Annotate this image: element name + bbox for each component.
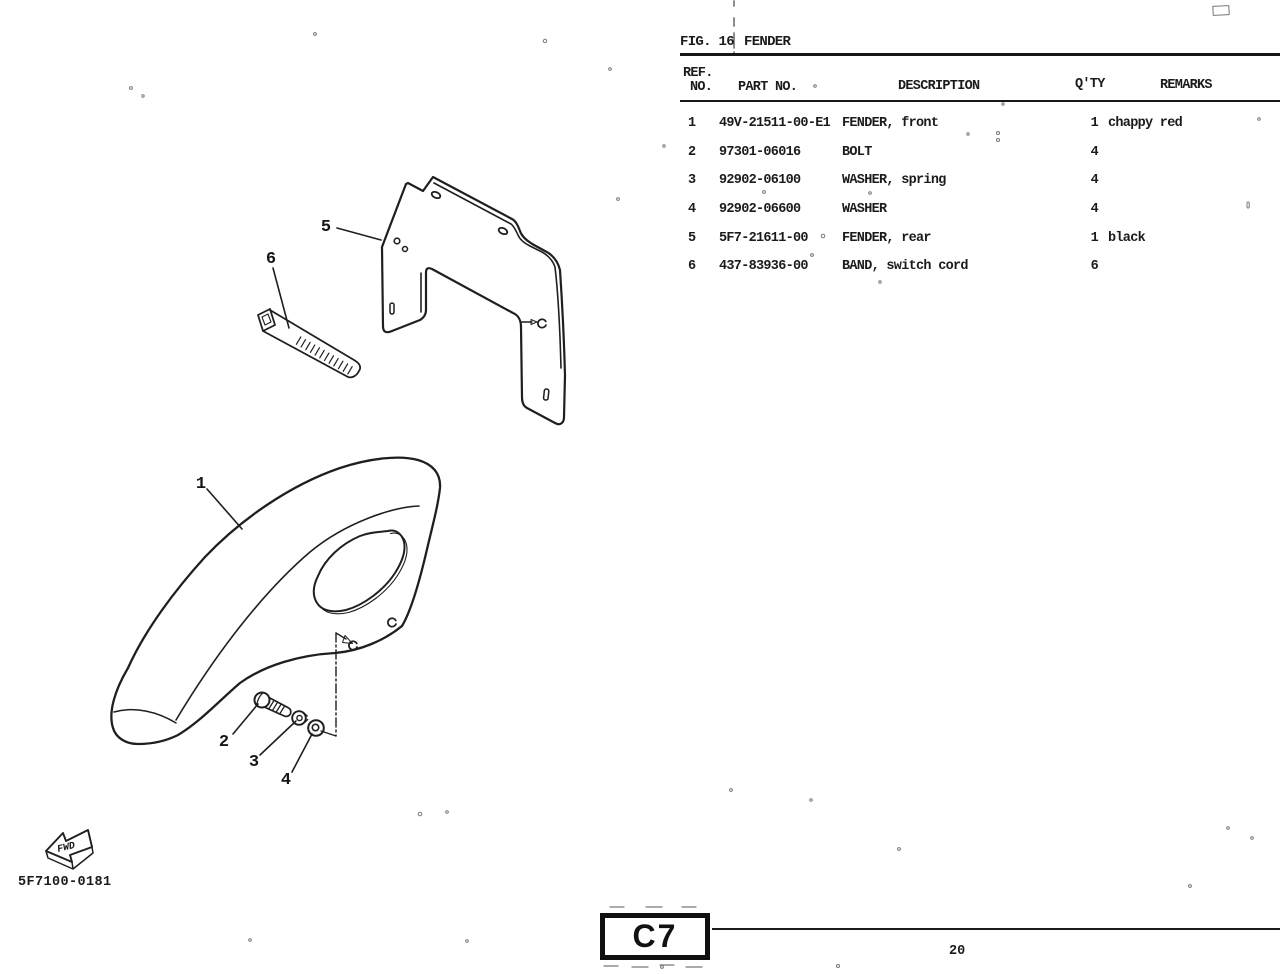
header-remarks: REMARKS bbox=[1160, 78, 1212, 93]
cell-description: BAND, switch cord bbox=[842, 259, 968, 274]
page-number: 20 bbox=[949, 944, 966, 959]
cell-part-no: 49V-21511-00-E1 bbox=[719, 116, 831, 131]
fender-front-cutout bbox=[314, 531, 405, 612]
drawing-number: 5F7100-0181 bbox=[18, 875, 112, 890]
section-code: C7 bbox=[632, 918, 678, 954]
cell-description: BOLT bbox=[842, 145, 872, 160]
header-description: DESCRIPTION bbox=[898, 79, 980, 94]
cell-ref-no: 1 bbox=[688, 116, 696, 131]
callout-6: 6 bbox=[265, 250, 277, 269]
cell-description: WASHER bbox=[842, 202, 887, 217]
header-ref: REF. bbox=[683, 66, 713, 81]
cell-part-no: 92902-06600 bbox=[719, 202, 801, 217]
table-header-rule bbox=[680, 100, 1280, 102]
fender-rear-outline bbox=[382, 177, 565, 424]
figure-label: FIG. 16 bbox=[680, 34, 734, 50]
fender-rear-hole bbox=[538, 319, 546, 327]
parts-table bbox=[680, 28, 1280, 288]
cell-qty: 4 bbox=[1090, 145, 1098, 160]
cell-description: WASHER, spring bbox=[842, 173, 946, 188]
table-row bbox=[680, 173, 1280, 191]
band-part bbox=[258, 309, 360, 377]
cell-part-no: 437-83936-00 bbox=[719, 259, 808, 274]
callout-5: 5 bbox=[320, 218, 332, 237]
header-qty: Q'TY bbox=[1075, 77, 1105, 92]
fender-rear-hole bbox=[403, 247, 408, 252]
cell-description: FENDER, rear bbox=[842, 231, 931, 246]
fender-front-tip-fold bbox=[114, 710, 176, 723]
cell-ref-no: 2 bbox=[688, 145, 696, 160]
cell-remarks: chappy red bbox=[1108, 116, 1183, 131]
header-part-no: PART NO. bbox=[738, 80, 798, 95]
table-row bbox=[680, 116, 1280, 134]
cell-description: FENDER, front bbox=[842, 116, 939, 131]
fender-rear-hole bbox=[498, 227, 508, 236]
fender-rear-part bbox=[382, 177, 565, 424]
table-top-rule bbox=[680, 53, 1280, 56]
cell-ref-no: 5 bbox=[688, 231, 696, 246]
figure-title: FENDER bbox=[744, 34, 791, 50]
scan-blob bbox=[1213, 6, 1229, 16]
footer-rule bbox=[712, 928, 1280, 930]
callout-2: 2 bbox=[218, 733, 230, 752]
cell-part-no: 5F7-21611-00 bbox=[719, 231, 808, 246]
callout-3: 3 bbox=[248, 753, 260, 772]
cell-qty: 6 bbox=[1090, 259, 1098, 274]
fwd-icon-label: FWD bbox=[56, 840, 77, 856]
bolt-part bbox=[252, 690, 294, 721]
table-row bbox=[680, 145, 1280, 163]
cell-part-no: 97301-06016 bbox=[719, 145, 801, 160]
table-row bbox=[680, 259, 1280, 277]
table-row bbox=[680, 202, 1280, 220]
fender-front-accent-line bbox=[176, 506, 419, 720]
fwd-icon bbox=[46, 830, 93, 869]
cell-qty: 4 bbox=[1090, 202, 1098, 217]
fender-rear-slot bbox=[543, 389, 549, 400]
fender-rear-slot bbox=[390, 303, 394, 314]
cell-qty: 1 bbox=[1090, 116, 1098, 131]
fender-front-hole bbox=[388, 618, 396, 626]
washer-part bbox=[308, 720, 324, 736]
table-row bbox=[680, 231, 1280, 249]
cell-ref-no: 4 bbox=[688, 202, 696, 217]
cell-ref-no: 6 bbox=[688, 259, 696, 274]
assembly-centerline bbox=[321, 633, 353, 736]
fender-rear-hole bbox=[394, 238, 400, 244]
cell-ref-no: 3 bbox=[688, 173, 696, 188]
header-no: NO. bbox=[690, 80, 713, 95]
section-code-box bbox=[600, 913, 710, 960]
callout-1: 1 bbox=[195, 475, 207, 494]
cell-remarks: black bbox=[1108, 231, 1146, 246]
fender-front-hole bbox=[349, 641, 357, 649]
cell-part-no: 92902-06100 bbox=[719, 173, 801, 188]
fender-rear-hole bbox=[431, 191, 441, 200]
cell-qty: 4 bbox=[1090, 173, 1098, 188]
cell-qty: 1 bbox=[1090, 231, 1098, 246]
callout-4: 4 bbox=[280, 771, 292, 790]
